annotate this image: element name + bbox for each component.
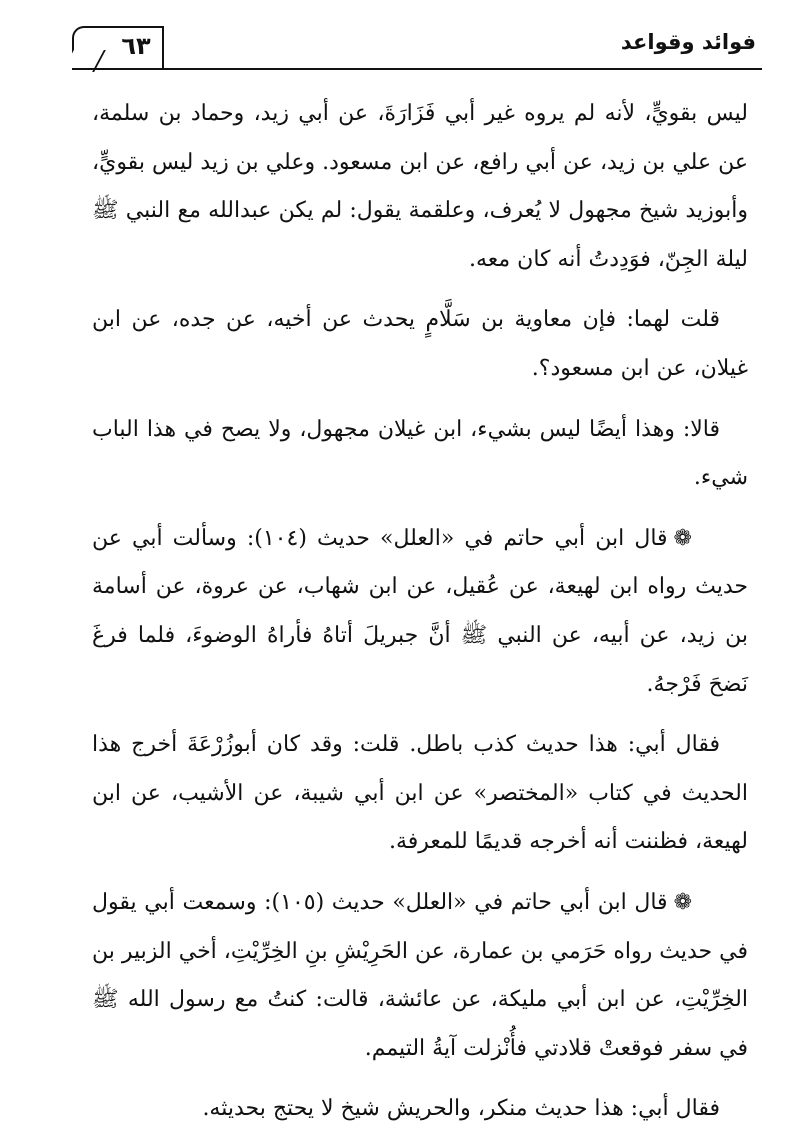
page-number: ٦٣	[121, 32, 151, 60]
page-header	[72, 26, 762, 72]
paragraph	[92, 90, 748, 284]
paragraph	[92, 879, 748, 1073]
paragraph-text: ليس بقويٍّ، لأنه لم يروه غير أبي فَزَارَةَ، عن أبي زيد، وحماد بن سلمة، عن علي بن زيد، عن أبي رافع، عن ابن مسعود. وعلي بن زيد ليس بقويٍّ، وأبوزيد شيخ مجهول لا يُعرف، وعلقمة يقول: لم يكن عبدالله مع النبي ﷺ ليلة الجِنّ، فوَدِدتُ أنه كان معه.	[92, 101, 748, 272]
paragraph	[92, 296, 748, 393]
paragraph-text: قلت لهما: فإن معاوية بن سَلَّامٍ يحدث عن أخيه، عن جده، عن ابن غيلان، عن ابن مسعود؟.	[92, 307, 748, 381]
paragraph-text: قال ابن أبي حاتم في «العلل» حديث (١٠٤): وسألت أبي عن حديث رواه ابن لهيعة، عن عُقيل، عن ابن شهاب، عن عروة، عن أسامة بن زيد، عن أبيه، عن النبي ﷺ أنَّ جبريلَ أتاهُ فأراهُ الوضوءَ، فلما فرغَ نَضحَ فَرْجهُ.	[92, 525, 748, 697]
paragraph-text: فقال أبي: هذا حديث كذب باطل. قلت: وقد كان أبوزُرْعَةَ أخرج هذا الحديث في كتاب «المختصر» عن ابن أبي شيبة، عن الأشيب، عن ابن لهيعة، فظننت أنه أخرجه قديمًا للمعرفة.	[92, 732, 748, 855]
paragraph-text: قال ابن أبي حاتم في «العلل» حديث (١٠٥): وسمعت أبي يقول في حديث رواه حَرَمي بن عمارة، عن الحَرِيْشِ بنِ الخِرِّيْتِ، أخي الزبير بن الخِرِّيْتِ، عن ابن أبي مليكة، عن عائشة، قالت: كنتُ مع رسول الله ﷺ في سفر فوقعتْ قلادتي فأُنْزلت آيةُ التيمم.	[92, 889, 748, 1061]
paragraph	[92, 721, 748, 867]
paragraph-text: فقال أبي: هذا حديث منكر، والحريش شيخ لا يحتج بحديثه.	[202, 1096, 720, 1122]
flower-marker-icon: ❁	[673, 889, 693, 915]
paragraph	[92, 406, 748, 503]
flower-marker-icon: ❁	[673, 525, 692, 551]
page-body	[92, 90, 748, 1134]
running-title: فوائد وقواعد	[620, 30, 756, 54]
paragraph	[92, 1085, 748, 1134]
header-rule	[72, 68, 762, 70]
paragraph-text: قالا: وهذا أيضًا ليس بشيء، ابن غيلان مجهول، ولا يصح في هذا الباب شيء.	[92, 416, 748, 491]
paragraph	[92, 515, 748, 709]
